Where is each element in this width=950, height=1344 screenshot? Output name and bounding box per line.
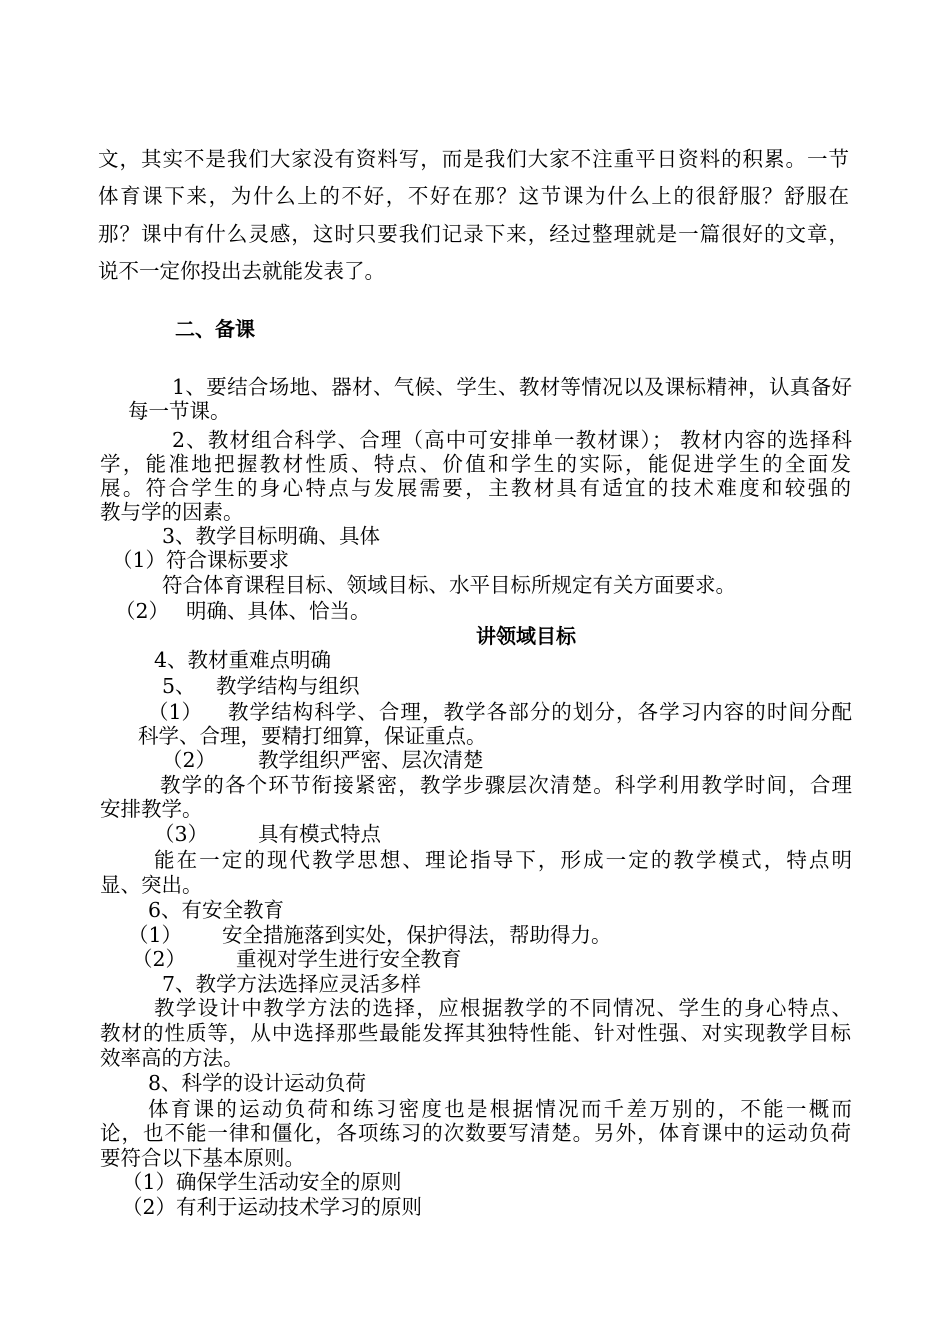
item7-line-3: 效率高的方法。 xyxy=(100,1046,244,1070)
item6-heading: 6、有安全教育 xyxy=(148,898,285,922)
item5-sub1-label: （1） xyxy=(148,700,203,724)
section-heading: 二、备课 xyxy=(175,317,255,341)
item6-sub2-text: 重视对学生进行安全教育 xyxy=(236,947,462,971)
item7-heading: 7、教学方法选择应灵活多样 xyxy=(162,972,422,996)
item3-sub1-label: （1）符合课标要求 xyxy=(112,548,290,572)
item6-sub1-label: （1） xyxy=(128,923,183,947)
item3-sub1-text: 符合体育课程目标、领域目标、水平目标所规定有关方面要求。 xyxy=(162,573,736,597)
intro-line-3: 那？课中有什么灵感，这时只要我们记录下来，经过整理就是一篇很好的文章， xyxy=(98,222,849,246)
item8-line-3: 要符合以下基本原则。 xyxy=(100,1146,305,1170)
item8-sub-2: （2）有利于运动技术学习的原则 xyxy=(122,1195,423,1219)
item8-heading: 8、科学的设计运动负荷 xyxy=(148,1071,367,1095)
item2-line-2: 学，能准地把握教材性质、特点、价值和学生的实际，能促进学生的全面发 xyxy=(100,452,851,476)
item5-sub3-line-1: 能在一定的现代教学思想、理论指导下，形成一定的教学模式，特点明 xyxy=(154,848,852,872)
item6-sub1-text: 安全措施落到实处，保护得法，帮助得力。 xyxy=(222,923,612,947)
item2-line-3: 展。符合学生的身心特点与发展需要，主教材具有适宜的技术难度和较强的 xyxy=(100,476,851,500)
item2-line-4: 教与学的因素。 xyxy=(100,500,244,524)
item5-sub3-label: （3） xyxy=(154,822,209,846)
item5-heading: 教学结构与组织 xyxy=(216,674,360,698)
item8-sub-1: （1）确保学生活动安全的原则 xyxy=(122,1170,402,1194)
item2-line-1: 2、教材组合科学、合理（高中可安排单一教材课）； 教材内容的选择科 xyxy=(172,428,852,452)
item5-sub1-line-1: 教学结构科学、合理，教学各部分的划分，各学习内容的时间分配 xyxy=(228,700,852,724)
item5-sub2-line-2: 安排教学。 xyxy=(100,797,203,821)
item5-heading-number: 5、 xyxy=(162,674,196,698)
item1-line-2: 每一节课。 xyxy=(128,399,231,423)
item7-line-1: 教学设计中教学方法的选择，应根据教学的不同情况、学生的身心特点、 xyxy=(154,996,852,1020)
item5-sub3-line-2: 显、突出。 xyxy=(100,873,203,897)
item6-sub2-label: （2） xyxy=(132,947,187,971)
item5-sub3-heading: 具有模式特点 xyxy=(258,822,381,846)
item5-sub1-line-2: 科学、合理，要精打细算，保证重点。 xyxy=(138,724,487,748)
item5-sub2-label: （2） xyxy=(162,748,217,772)
intro-line-4: 说不一定你投出去就能发表了。 xyxy=(98,259,385,283)
centered-heading: 讲领域目标 xyxy=(476,624,576,648)
item3-sub2-text: 明确、具体、恰当。 xyxy=(186,599,371,623)
item4-heading: 4、教材重难点明确 xyxy=(154,648,332,672)
item3-heading: 3、教学目标明确、具体 xyxy=(162,524,381,548)
intro-line-1: 文，其实不是我们大家没有资料写，而是我们大家不注重平日资料的积累。一节 xyxy=(98,147,849,171)
item3-sub2-label: （2） xyxy=(115,599,170,623)
item5-sub2-heading: 教学组织严密、层次清楚 xyxy=(258,748,484,772)
item7-line-2: 教材的性质等，从中选择那些最能发挥其独特性能、针对性强、对实现教学目标 xyxy=(100,1021,851,1045)
item5-sub2-line-1: 教学的各个环节衔接紧密，教学步骤层次清楚。科学利用教学时间，合理 xyxy=(160,773,852,797)
item1-line-1: 1、要结合场地、器材、气候、学生、教材等情况以及课标精神，认真备好 xyxy=(172,375,852,399)
item8-line-2: 论，也不能一律和僵化，各项练习的次数要写清楚。另外，体育课中的运动负荷 xyxy=(100,1121,851,1145)
item8-line-1: 体育课的运动负荷和练习密度也是根据情况而千差万别的，不能一概而 xyxy=(148,1097,852,1121)
intro-line-2: 体育课下来，为什么上的不好，不好在那？这节课为什么上的很舒服？舒服在 xyxy=(98,184,849,208)
